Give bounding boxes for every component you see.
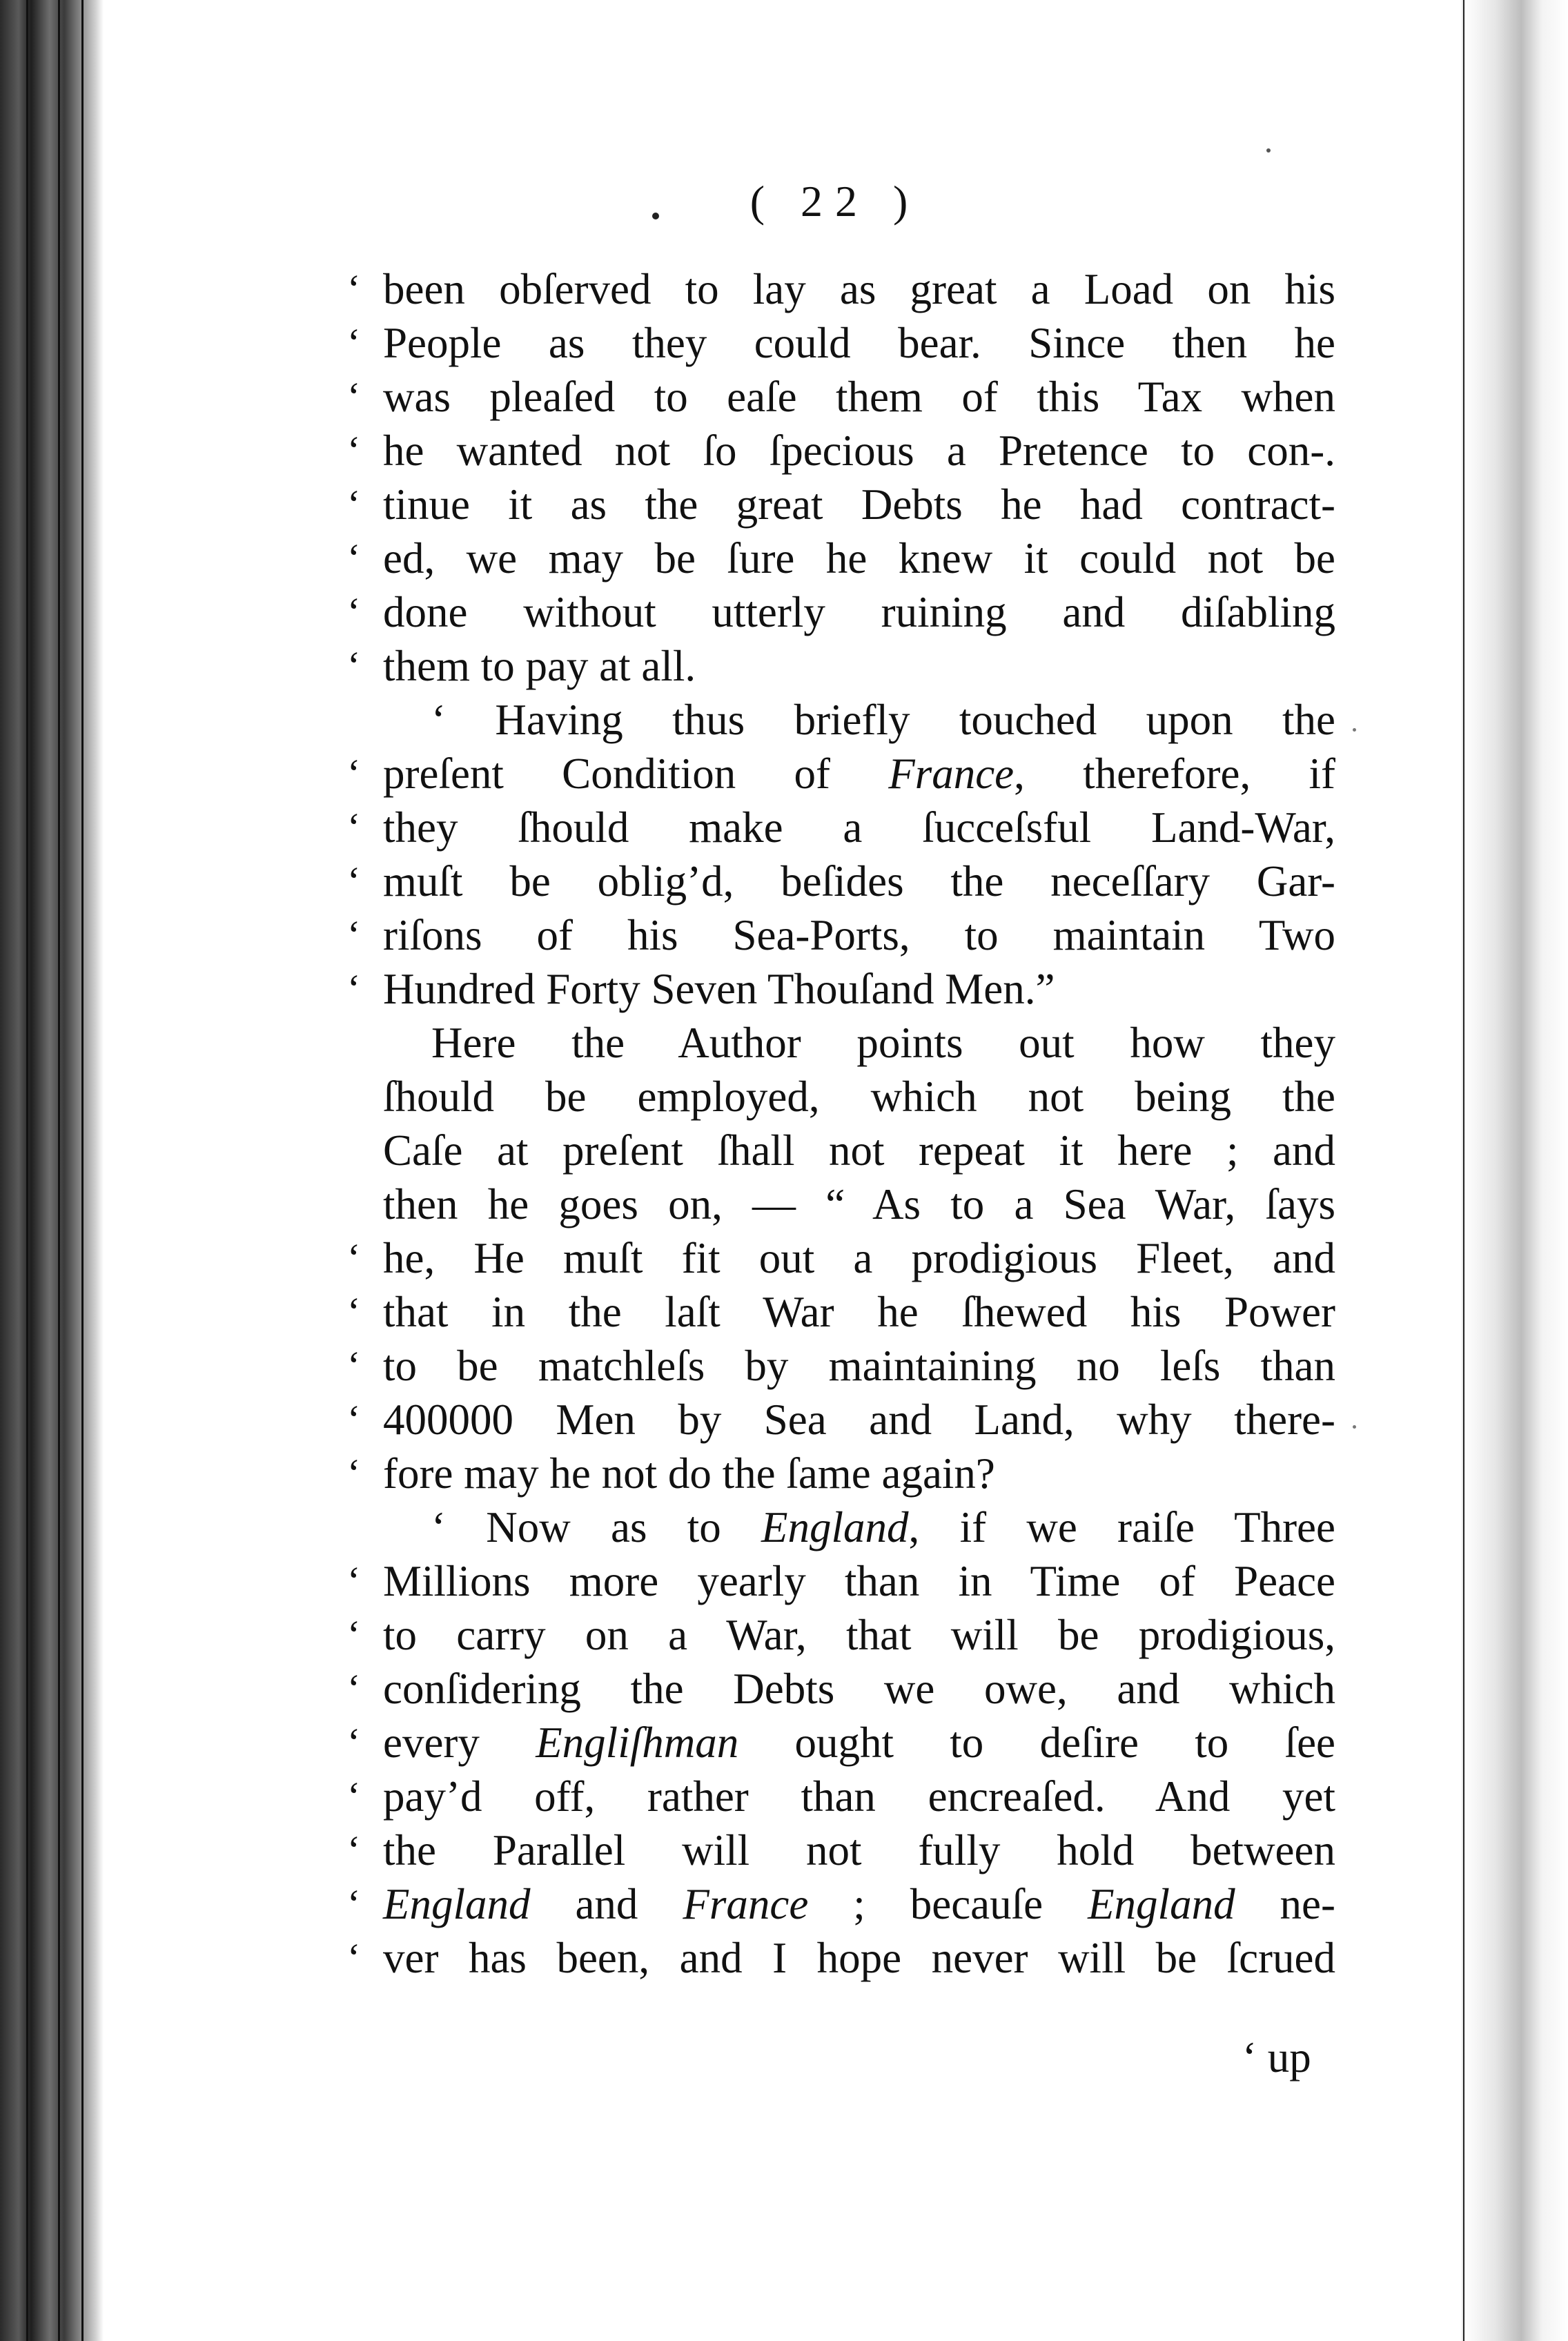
text-line	[347, 908, 1335, 962]
line-text: Caſe at preſent ſhall not repeat it here ; and	[383, 1126, 1335, 1175]
text-line	[347, 1662, 1335, 1716]
line-text: muſt be oblig’d, beſides the neceſſary Gar-	[383, 857, 1335, 905]
scan-speck	[1266, 148, 1271, 153]
quote-mark: ‘	[347, 1558, 361, 1603]
text-line	[347, 1877, 1335, 1931]
text-line	[347, 1608, 1335, 1662]
quote-mark: ‘	[347, 912, 361, 957]
text-line	[347, 1285, 1335, 1339]
line-text: riſons of his Sea-Ports, to maintain Two	[383, 911, 1335, 959]
quote-mark: ‘	[347, 643, 361, 688]
line-text: ed, we may be ſure he knew it could not be	[383, 534, 1335, 582]
line-text: 400000 Men by Sea and Land, why there-	[383, 1395, 1335, 1444]
text-line	[347, 1447, 1335, 1500]
quote-mark: ‘	[347, 1289, 361, 1334]
line-text: was pleaſed to eaſe them of this Tax when	[383, 373, 1335, 421]
spine-edge-line	[81, 0, 84, 2341]
quote-mark: ‘	[347, 266, 361, 311]
quote-mark: ‘	[347, 859, 361, 903]
text-line	[347, 262, 1335, 316]
line-text: been obſerved to lay as great a Load on his	[383, 265, 1335, 313]
quote-mark: ‘	[347, 589, 361, 634]
quote-mark: ‘	[347, 1451, 361, 1496]
scan-speck	[1353, 728, 1356, 732]
line-text: every Engliſhman ought to deſire to ſee	[383, 1718, 1335, 1767]
text-line	[347, 1393, 1335, 1447]
line-text: People as they could bear. Since then he	[383, 319, 1335, 367]
text-line	[347, 962, 1335, 1016]
line-text: ver has been, and I hope never will be ſcrued	[383, 1934, 1335, 1982]
line-text: Millions more yearly than in Time of Peace	[383, 1557, 1335, 1605]
spine-edge-line	[26, 0, 28, 2341]
text-line	[383, 693, 1335, 747]
line-text: ‘ Having thus briefly touched upon the	[431, 696, 1335, 744]
line-text: pay’d off, rather than encreaſed. And yet	[383, 1772, 1335, 1821]
quote-mark: ‘	[347, 805, 361, 850]
text-line	[347, 854, 1335, 908]
line-text: done without utterly ruining and diſabling	[383, 588, 1335, 636]
line-text: England and France ; becauſe England ne-	[383, 1880, 1335, 1928]
quote-mark: ‘	[347, 1774, 361, 1819]
line-text: them to pay at all.	[383, 642, 696, 690]
scan-speck	[652, 213, 659, 219]
quote-mark: ‘	[347, 1881, 361, 1926]
quote-mark: ‘	[347, 374, 361, 419]
line-text: ſhould be employed, which not being the	[383, 1072, 1335, 1121]
quote-mark: ‘	[347, 1720, 361, 1765]
text-line	[347, 1554, 1335, 1608]
quote-mark: ‘	[347, 1235, 361, 1280]
text-line	[347, 478, 1335, 531]
line-text: Hundred Forty Seven Thouſand Men.”	[383, 965, 1055, 1013]
quote-mark: ‘	[347, 1828, 361, 1872]
body-text	[347, 262, 1335, 1985]
text-line	[347, 370, 1335, 424]
page-number: ( 22 )	[749, 177, 921, 226]
right-margin-scan	[1464, 0, 1568, 2341]
text-line	[383, 1070, 1335, 1124]
scan-speck	[1353, 1425, 1356, 1429]
line-text: he wanted not ſo ſpecious a Pretence to con-.	[383, 427, 1335, 475]
text-line	[347, 1231, 1335, 1285]
text-line	[383, 1500, 1335, 1554]
line-text: he, He muſt fit out a prodigious Fleet, and	[383, 1234, 1335, 1282]
quote-mark: ‘	[347, 1397, 361, 1442]
quote-mark: ‘	[347, 536, 361, 580]
quote-mark: ‘	[347, 751, 361, 796]
quote-mark: ‘	[347, 1666, 361, 1711]
line-text: ‘ Now as to England, if we raiſe Three	[431, 1503, 1335, 1551]
line-text: tinue it as the great Debts he had contract-	[383, 480, 1335, 529]
quote-mark: ‘	[347, 966, 361, 1011]
quote-mark: ‘	[347, 482, 361, 527]
text-line	[383, 1124, 1335, 1177]
text-line	[347, 1716, 1335, 1770]
quote-mark: ‘	[347, 1935, 361, 1980]
quote-mark: ‘	[347, 1343, 361, 1388]
text-line	[347, 531, 1335, 585]
line-text: that in the laſt War he ſhewed his Power	[383, 1288, 1335, 1336]
line-text: the Parallel will not fully hold between	[383, 1826, 1335, 1874]
text-line	[347, 316, 1335, 370]
spine-edge-line	[58, 0, 60, 2341]
line-text: Here the Author points out how they	[431, 1019, 1335, 1067]
text-line	[347, 1931, 1335, 1985]
text-line	[347, 1339, 1335, 1393]
text-line	[383, 1177, 1335, 1231]
line-text: to be matchleſs by maintaining no leſs than	[383, 1342, 1335, 1390]
text-line	[347, 747, 1335, 801]
quote-mark: ‘	[347, 1612, 361, 1657]
catchword: ‘ up	[1242, 2033, 1311, 2082]
text-line	[347, 424, 1335, 478]
line-text: fore may he not do the ſame again?	[383, 1449, 995, 1498]
text-line	[347, 639, 1335, 693]
quote-mark: ‘	[347, 320, 361, 365]
text-line	[347, 585, 1335, 639]
line-text: then he goes on, — “ As to a Sea War, ſays	[383, 1180, 1335, 1228]
line-text: to carry on a War, that will be prodigious,	[383, 1611, 1335, 1659]
text-line	[347, 1823, 1335, 1877]
text-line	[347, 1770, 1335, 1823]
line-text: preſent Condition of France, therefore, if	[383, 750, 1335, 798]
text-line	[383, 1016, 1335, 1070]
line-text: conſidering the Debts we owe, and which	[383, 1665, 1335, 1713]
line-text: they ſhould make a ſucceſsful Land-War,	[383, 803, 1335, 852]
text-line	[347, 801, 1335, 854]
book-spine-shadow	[0, 0, 104, 2341]
quote-mark: ‘	[347, 428, 361, 473]
